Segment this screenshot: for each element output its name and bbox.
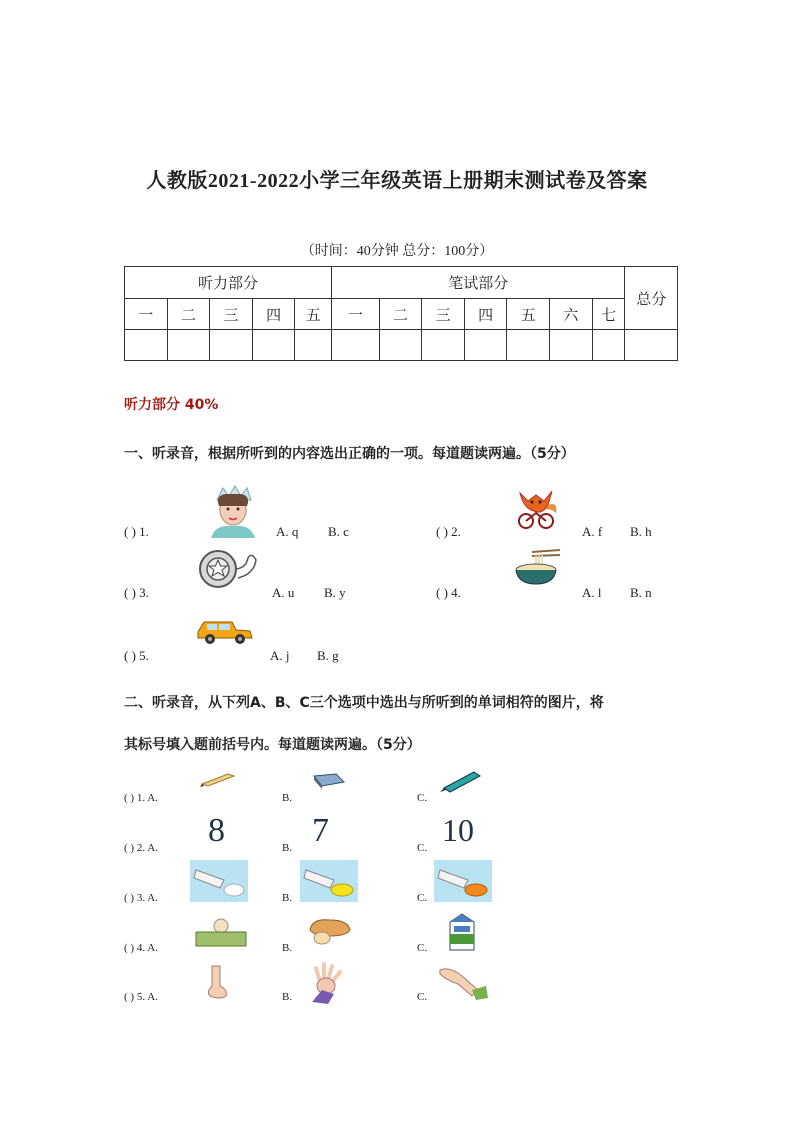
- score-cell[interactable]: [625, 330, 678, 361]
- question-number[interactable]: ( ) 5.: [124, 648, 149, 663]
- score-cell[interactable]: [252, 330, 295, 361]
- option-a[interactable]: A. f: [582, 524, 603, 539]
- question-number[interactable]: ( ) 3. A.: [124, 892, 158, 904]
- option-c[interactable]: C.: [417, 792, 428, 804]
- option-b[interactable]: B.: [282, 991, 293, 1003]
- question-number[interactable]: ( ) 1.: [124, 524, 149, 539]
- option-c[interactable]: C.: [417, 892, 428, 904]
- noodles-icon: [512, 548, 562, 586]
- yellow-paint-icon: [300, 860, 358, 902]
- option-b[interactable]: B.: [282, 892, 293, 904]
- option-b[interactable]: B.: [282, 792, 293, 804]
- listening-section-header: 听力部分 40%: [124, 397, 219, 413]
- score-cell[interactable]: [295, 330, 332, 361]
- col-cell: 一: [332, 299, 380, 330]
- listening-header-cell: 听力部分: [125, 267, 332, 299]
- col-cell: 二: [167, 299, 210, 330]
- option-c[interactable]: C.: [417, 842, 428, 854]
- question-number[interactable]: ( ) 2. A.: [124, 842, 158, 854]
- score-cell[interactable]: [550, 330, 593, 361]
- writing-header-cell: 笔试部分: [332, 267, 625, 299]
- option-b[interactable]: B. h: [630, 524, 652, 539]
- option-b[interactable]: B. c: [328, 524, 349, 539]
- hand-icon: [306, 962, 346, 1004]
- section2-title-line2: 其标号填入题前括号内。每道题读两遍。（5分）: [124, 737, 421, 753]
- score-cell[interactable]: [464, 330, 507, 361]
- col-cell: 四: [464, 299, 507, 330]
- exam-info: （时间：40分钟 总分：100分）: [300, 244, 494, 259]
- question-number[interactable]: ( ) 5. A.: [124, 991, 158, 1003]
- option-a[interactable]: A. l: [582, 585, 602, 600]
- col-cell: 三: [210, 299, 253, 330]
- orange-paint-icon: [434, 860, 492, 902]
- score-cell[interactable]: [125, 330, 168, 361]
- number-seven: 7: [312, 812, 329, 849]
- arm-icon: [438, 962, 490, 1000]
- score-cell[interactable]: [210, 330, 253, 361]
- pen-icon: [440, 770, 482, 792]
- fox-icon: [512, 487, 560, 531]
- score-cell[interactable]: [507, 330, 550, 361]
- score-cell[interactable]: [422, 330, 465, 361]
- white-paint-icon: [190, 860, 248, 902]
- score-cell[interactable]: [332, 330, 380, 361]
- score-table: [124, 266, 678, 361]
- milk-icon: [446, 912, 478, 952]
- section1-title: 一、听录音，根据所听到的内容选出正确的一项。每道题读两遍。（5分）: [124, 446, 575, 462]
- question-number[interactable]: ( ) 4. A.: [124, 942, 158, 954]
- score-cell[interactable]: [592, 330, 625, 361]
- col-cell: 二: [379, 299, 422, 330]
- section2-title-line1: 二、听录音，从下列A、B、C三个选项中选出与所听到的单词相符的图片，将: [124, 695, 604, 711]
- col-cell: 五: [295, 299, 332, 330]
- score-cell[interactable]: [379, 330, 422, 361]
- option-b[interactable]: B. y: [324, 585, 346, 600]
- number-eight: 8: [208, 812, 225, 849]
- queen-icon: [205, 482, 261, 538]
- option-b[interactable]: B.: [282, 942, 293, 954]
- option-c[interactable]: C.: [417, 942, 428, 954]
- yoyo-icon: [198, 548, 260, 590]
- total-header-cell: 总分: [625, 267, 678, 330]
- question-number[interactable]: ( ) 1. A.: [124, 792, 158, 804]
- option-a[interactable]: A. j: [270, 648, 290, 663]
- pencil-icon: [200, 772, 236, 788]
- col-cell: 一: [125, 299, 168, 330]
- col-cell: 七: [592, 299, 625, 330]
- col-cell: 五: [507, 299, 550, 330]
- option-a[interactable]: A. u: [272, 585, 295, 600]
- question-number[interactable]: ( ) 2.: [436, 524, 461, 539]
- number-ten: 10: [442, 812, 474, 848]
- egg-icon: [196, 918, 246, 948]
- option-b[interactable]: B. n: [630, 585, 652, 600]
- score-cell[interactable]: [167, 330, 210, 361]
- question-number[interactable]: ( ) 4.: [436, 585, 461, 600]
- option-a[interactable]: A. q: [276, 524, 299, 539]
- option-b[interactable]: B.: [282, 842, 293, 854]
- option-c[interactable]: C.: [417, 991, 428, 1003]
- jeep-icon: [196, 618, 254, 646]
- bread-icon: [306, 916, 352, 946]
- col-cell: 六: [550, 299, 593, 330]
- question-number[interactable]: ( ) 3.: [124, 585, 149, 600]
- eraser-icon: [310, 772, 346, 790]
- col-cell: 四: [252, 299, 295, 330]
- foot-icon: [204, 966, 230, 1000]
- page-title: 人教版2021-2022小学三年级英语上册期末测试卷及答案: [146, 170, 648, 192]
- option-b[interactable]: B. g: [317, 648, 339, 663]
- col-cell: 三: [422, 299, 465, 330]
